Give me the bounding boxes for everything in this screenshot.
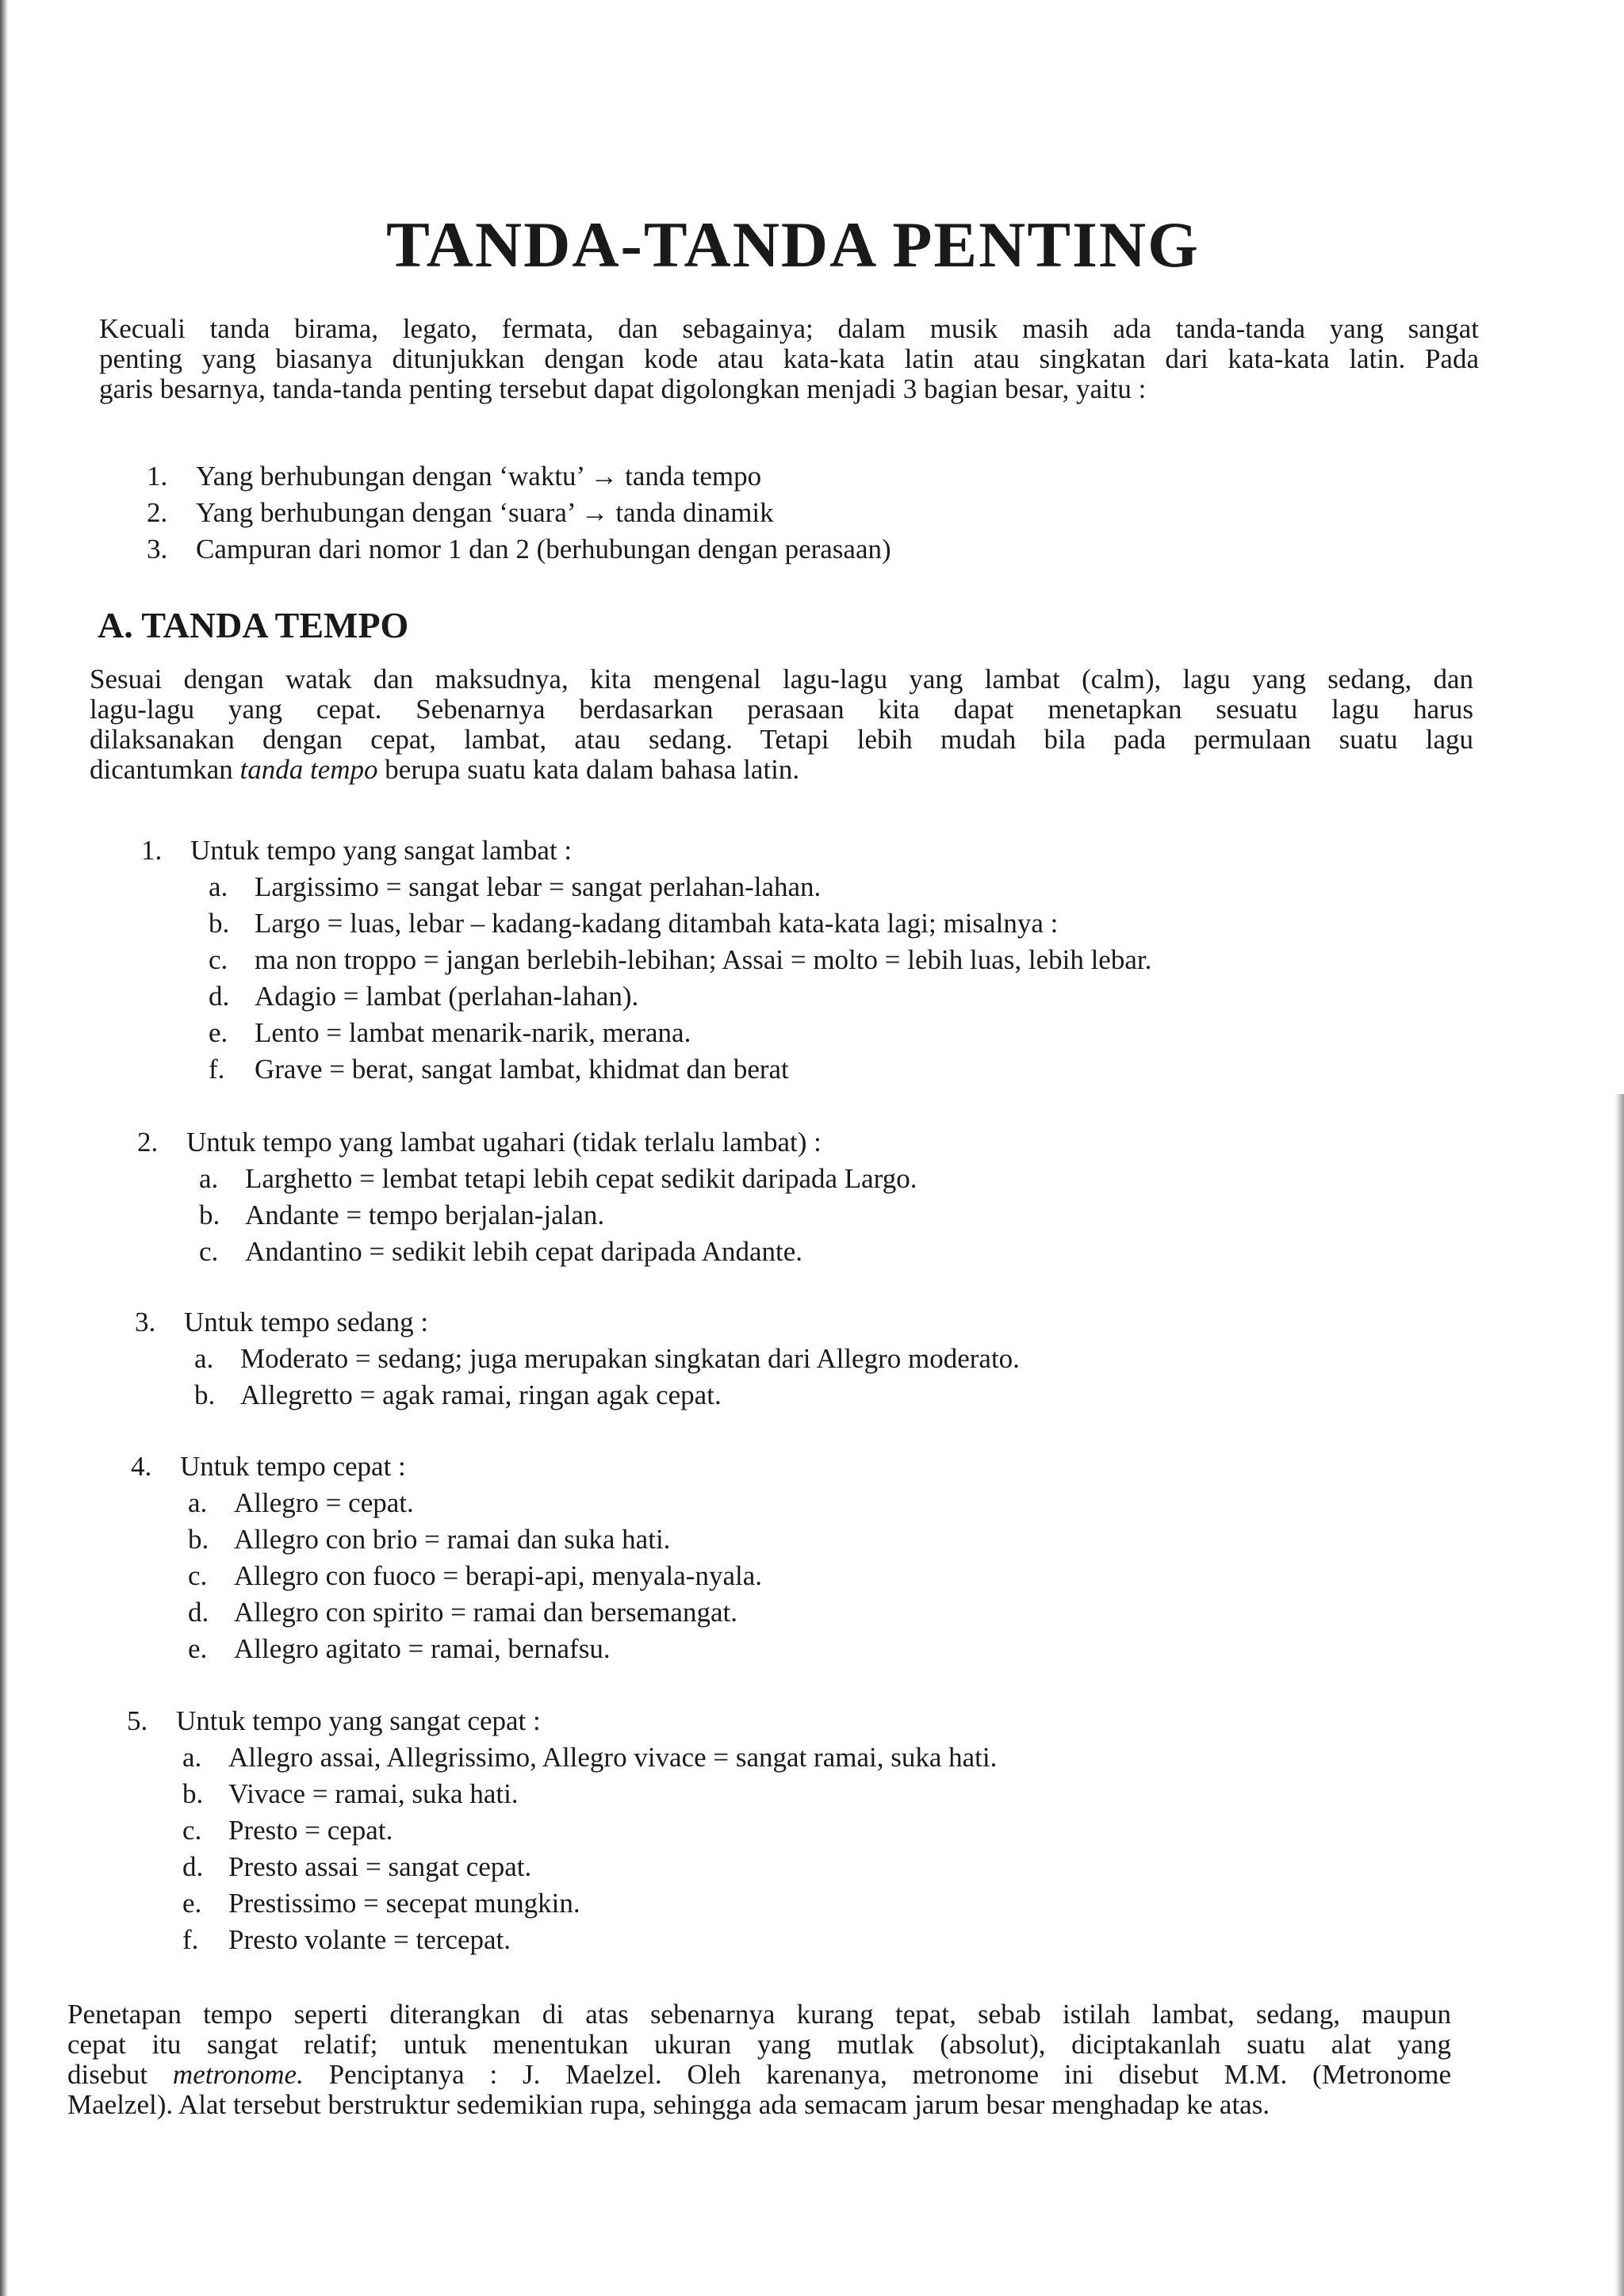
tempo-group [135, 1304, 1020, 1414]
category-list [147, 458, 891, 568]
list-item: d. Adagio = lambat (perlahan-lahan). [209, 981, 639, 1012]
list-item: 3. Campuran dari nomor 1 dan 2 (berhubungan dengan perasaan) [147, 534, 891, 564]
list-item: a. Moderato = sedang; juga merupakan singkatan dari Allegro moderato. [194, 1343, 1020, 1374]
paragraph-line: dilaksanakan dengan cepat, lambat, atau sedang. Tetapi lebih mudah bila pada permulaan suatu lagu [90, 724, 1473, 755]
paragraph-line: dicantumkan tanda tempo berupa suatu kata dalam bahasa latin. [90, 754, 800, 785]
list-item: 2. Yang berhubungan dengan ‘suara’ → tanda dinamik [147, 497, 774, 528]
list-item: d. Presto assai = sangat cepat. [182, 1851, 532, 1882]
list-item: e. Prestissimo = secepat mungkin. [182, 1888, 580, 1919]
scan-left-edge [0, 0, 8, 2296]
list-item: b. Largo = luas, lebar – kadang-kadang ditambah kata-kata lagi; misalnya : [209, 908, 1059, 939]
group-heading: 3. Untuk tempo sedang : [135, 1307, 429, 1337]
list-item: c. Andantino = sedikit lebih cepat daripada Andante. [199, 1236, 803, 1267]
list-item: e. Lento = lambat menarik-narik, merana. [209, 1017, 691, 1048]
group-heading: 4. Untuk tempo cepat : [131, 1451, 406, 1482]
list-item: f. Grave = berat, sangat lambat, khidmat dan berat [209, 1054, 789, 1085]
intro-line: garis besarnya, tanda-tanda penting tersebut dapat digolongkan menjadi 3 bagian besar, yaitu : [99, 373, 1147, 404]
paragraph-line: Maelzel). Alat tersebut berstruktur sedemikian rupa, sehingga ada semacam jarum besar menghadap ke atas. [67, 2089, 1270, 2120]
list-item: b. Vivace = ramai, suka hati. [182, 1778, 519, 1809]
paragraph-line: cepat itu sangat relatif; untuk menentukan ukuran yang mutlak (absolut), diciptakanlah suatu alat yang [67, 2029, 1451, 2060]
tempo-group [131, 1448, 762, 1667]
list-item: c. ma non troppo = jangan berlebih-lebihan; Assai = molto = lebih luas, lebih lebar. [209, 944, 1152, 975]
list-item: b. Andante = tempo berjalan-jalan. [199, 1200, 605, 1230]
list-item: f. Presto volante = tercepat. [182, 1924, 511, 1955]
tempo-group [137, 1124, 917, 1270]
group-heading: 1. Untuk tempo yang sangat lambat : [141, 835, 573, 866]
closing-paragraph [67, 1999, 1451, 2120]
tempo-group [127, 1703, 997, 1958]
list-item: e. Allegro agitato = ramai, bernafsu. [188, 1633, 611, 1664]
intro-paragraph [99, 314, 1479, 404]
group-heading: 5. Untuk tempo yang sangat cepat : [127, 1705, 541, 1736]
tempo-group [141, 832, 1151, 1088]
list-item: a. Larghetto = lembat tetapi lebih cepat sedikit daripada Largo. [199, 1163, 917, 1194]
paragraph-line: disebut metronome. Penciptanya : J. Maelzel. Oleh karenanya, metronome ini disebut M.M. (Metronome [67, 2059, 1452, 2090]
intro-line: Kecuali tanda birama, legato, fermata, dan sebagainya; dalam musik masih ada tanda-tanda yang sangat [99, 313, 1479, 344]
list-item: a. Allegro = cepat. [188, 1487, 414, 1518]
section-a-paragraph [90, 664, 1473, 785]
intro-line: penting yang biasanya ditunjukkan dengan kode atau kata-kata latin atau singkatan dari kata-kata latin. Pada [99, 343, 1479, 374]
paragraph-line: Penetapan tempo seperti diterangkan di atas sebenarnya kurang tepat, sebab istilah lambat, sedang, maupun [67, 1999, 1451, 2030]
list-item: d. Allegro con spirito = ramai dan bersemangat. [188, 1597, 737, 1628]
section-heading: A. TANDA TEMPO [98, 605, 409, 645]
paragraph-line: lagu-lagu yang cepat. Sebenarnya berdasarkan perasaan kita dapat menetapkan sesuatu lagu harus [90, 694, 1473, 725]
page-title: TANDA-TANDA PENTING [386, 209, 1200, 281]
group-heading: 2. Untuk tempo yang lambat ugahari (tidak terlalu lambat) : [137, 1127, 822, 1158]
paragraph-line: Sesuai dengan watak dan maksudnya, kita mengenal lagu-lagu yang lambat (calm), lagu yang sedang, dan [90, 664, 1473, 695]
list-item: c. Allegro con fuoco = berapi-api, menyala-nyala. [188, 1560, 762, 1591]
list-item: b. Allegro con brio = ramai dan suka hati. [188, 1524, 671, 1555]
list-item: a. Allegro assai, Allegrissimo, Allegro vivace = sangat ramai, suka hati. [182, 1742, 998, 1773]
list-item: a. Largissimo = sangat lebar = sangat perlahan-lahan. [209, 871, 822, 902]
list-item: c. Presto = cepat. [182, 1815, 393, 1846]
list-item: b. Allegretto = agak ramai, ringan agak cepat. [194, 1380, 722, 1410]
list-item: 1. Yang berhubungan dengan ‘waktu’ → tanda tempo [147, 461, 762, 492]
scan-right-edge [1614, 1094, 1624, 2296]
